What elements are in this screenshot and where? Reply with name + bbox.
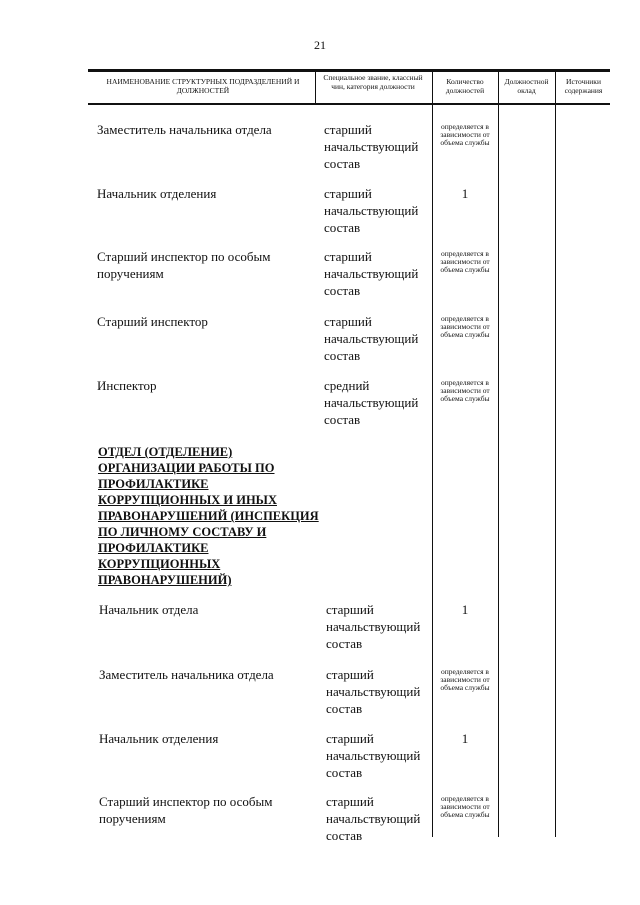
header-sources-column: Источники содержания (564, 77, 603, 95)
position-category: старший начальствующий состав (324, 186, 419, 235)
divider-salary-sources (555, 69, 556, 837)
position-quantity: 1 (461, 731, 469, 746)
position-quantity: определяется в зависимости от объема службы (440, 249, 490, 274)
position-category: старший начальствующий состав (324, 314, 419, 363)
position-category: старший начальствующий состав (324, 122, 419, 171)
staff-table (88, 69, 610, 843)
position-name: Заместитель начальника отдела (97, 122, 272, 137)
position-name: Начальник отделения (97, 186, 217, 201)
position-quantity: определяется в зависимости от объема службы (440, 378, 490, 403)
position-quantity: 1 (461, 602, 469, 617)
header-quantity-column: Количество должностей (445, 77, 485, 95)
header-salary-column: Должностной оклад (504, 77, 549, 95)
divider-name-category-header (315, 69, 316, 104)
position-name: Старший инспектор по особым поручениям (97, 249, 271, 281)
position-quantity: определяется в зависимости от объема службы (440, 122, 490, 147)
page-number: 21 (314, 38, 326, 52)
position-category: средний начальствующий состав (324, 378, 419, 427)
position-category: старший начальствующий состав (326, 794, 421, 843)
section-heading: ОТДЕЛ (ОТДЕЛЕНИЕ) ОРГАНИЗАЦИИ РАБОТЫ ПО ПРОФИЛАКТИКЕ КОРРУПЦИОННЫХ И ИНЫХ ПРАВОНАРУШЕНИЙ (ИНСПЕКЦИЯ ПО ЛИЧНОМУ СОСТАВУ И ПРОФИЛАКТИКЕ КОРРУПЦИОННЫХ ПРАВОНАРУШЕНИЙ) (98, 445, 319, 587)
position-category: старший начальствующий состав (326, 667, 421, 716)
position-quantity: определяется в зависимости от объема службы (440, 794, 490, 819)
table-top-rule (88, 69, 610, 72)
position-quantity: 1 (461, 186, 469, 201)
position-name: Заместитель начальника отдела (99, 667, 274, 682)
position-category: старший начальствующий состав (326, 731, 421, 780)
header-category-column: Специальное звание, классный чин, категория должности (323, 73, 423, 91)
divider-quantity-salary (498, 69, 499, 837)
position-name: Старший инспектор (97, 314, 208, 329)
position-quantity: определяется в зависимости от объема службы (440, 314, 490, 339)
header-bottom-rule (88, 103, 610, 105)
position-category: старший начальствующий состав (326, 602, 421, 651)
position-quantity: определяется в зависимости от объема службы (440, 667, 490, 692)
position-category: старший начальствующий состав (324, 249, 419, 298)
position-name: Старший инспектор по особым поручениям (99, 794, 273, 826)
position-name: Инспектор (97, 378, 157, 393)
position-name: Начальник отдела (99, 602, 199, 617)
header-name-column: НАИМЕНОВАНИЕ СТРУКТУРНЫХ ПОДРАЗДЕЛЕНИЙ И ДОЛЖНОСТЕЙ (106, 77, 300, 95)
position-name: Начальник отделения (99, 731, 219, 746)
